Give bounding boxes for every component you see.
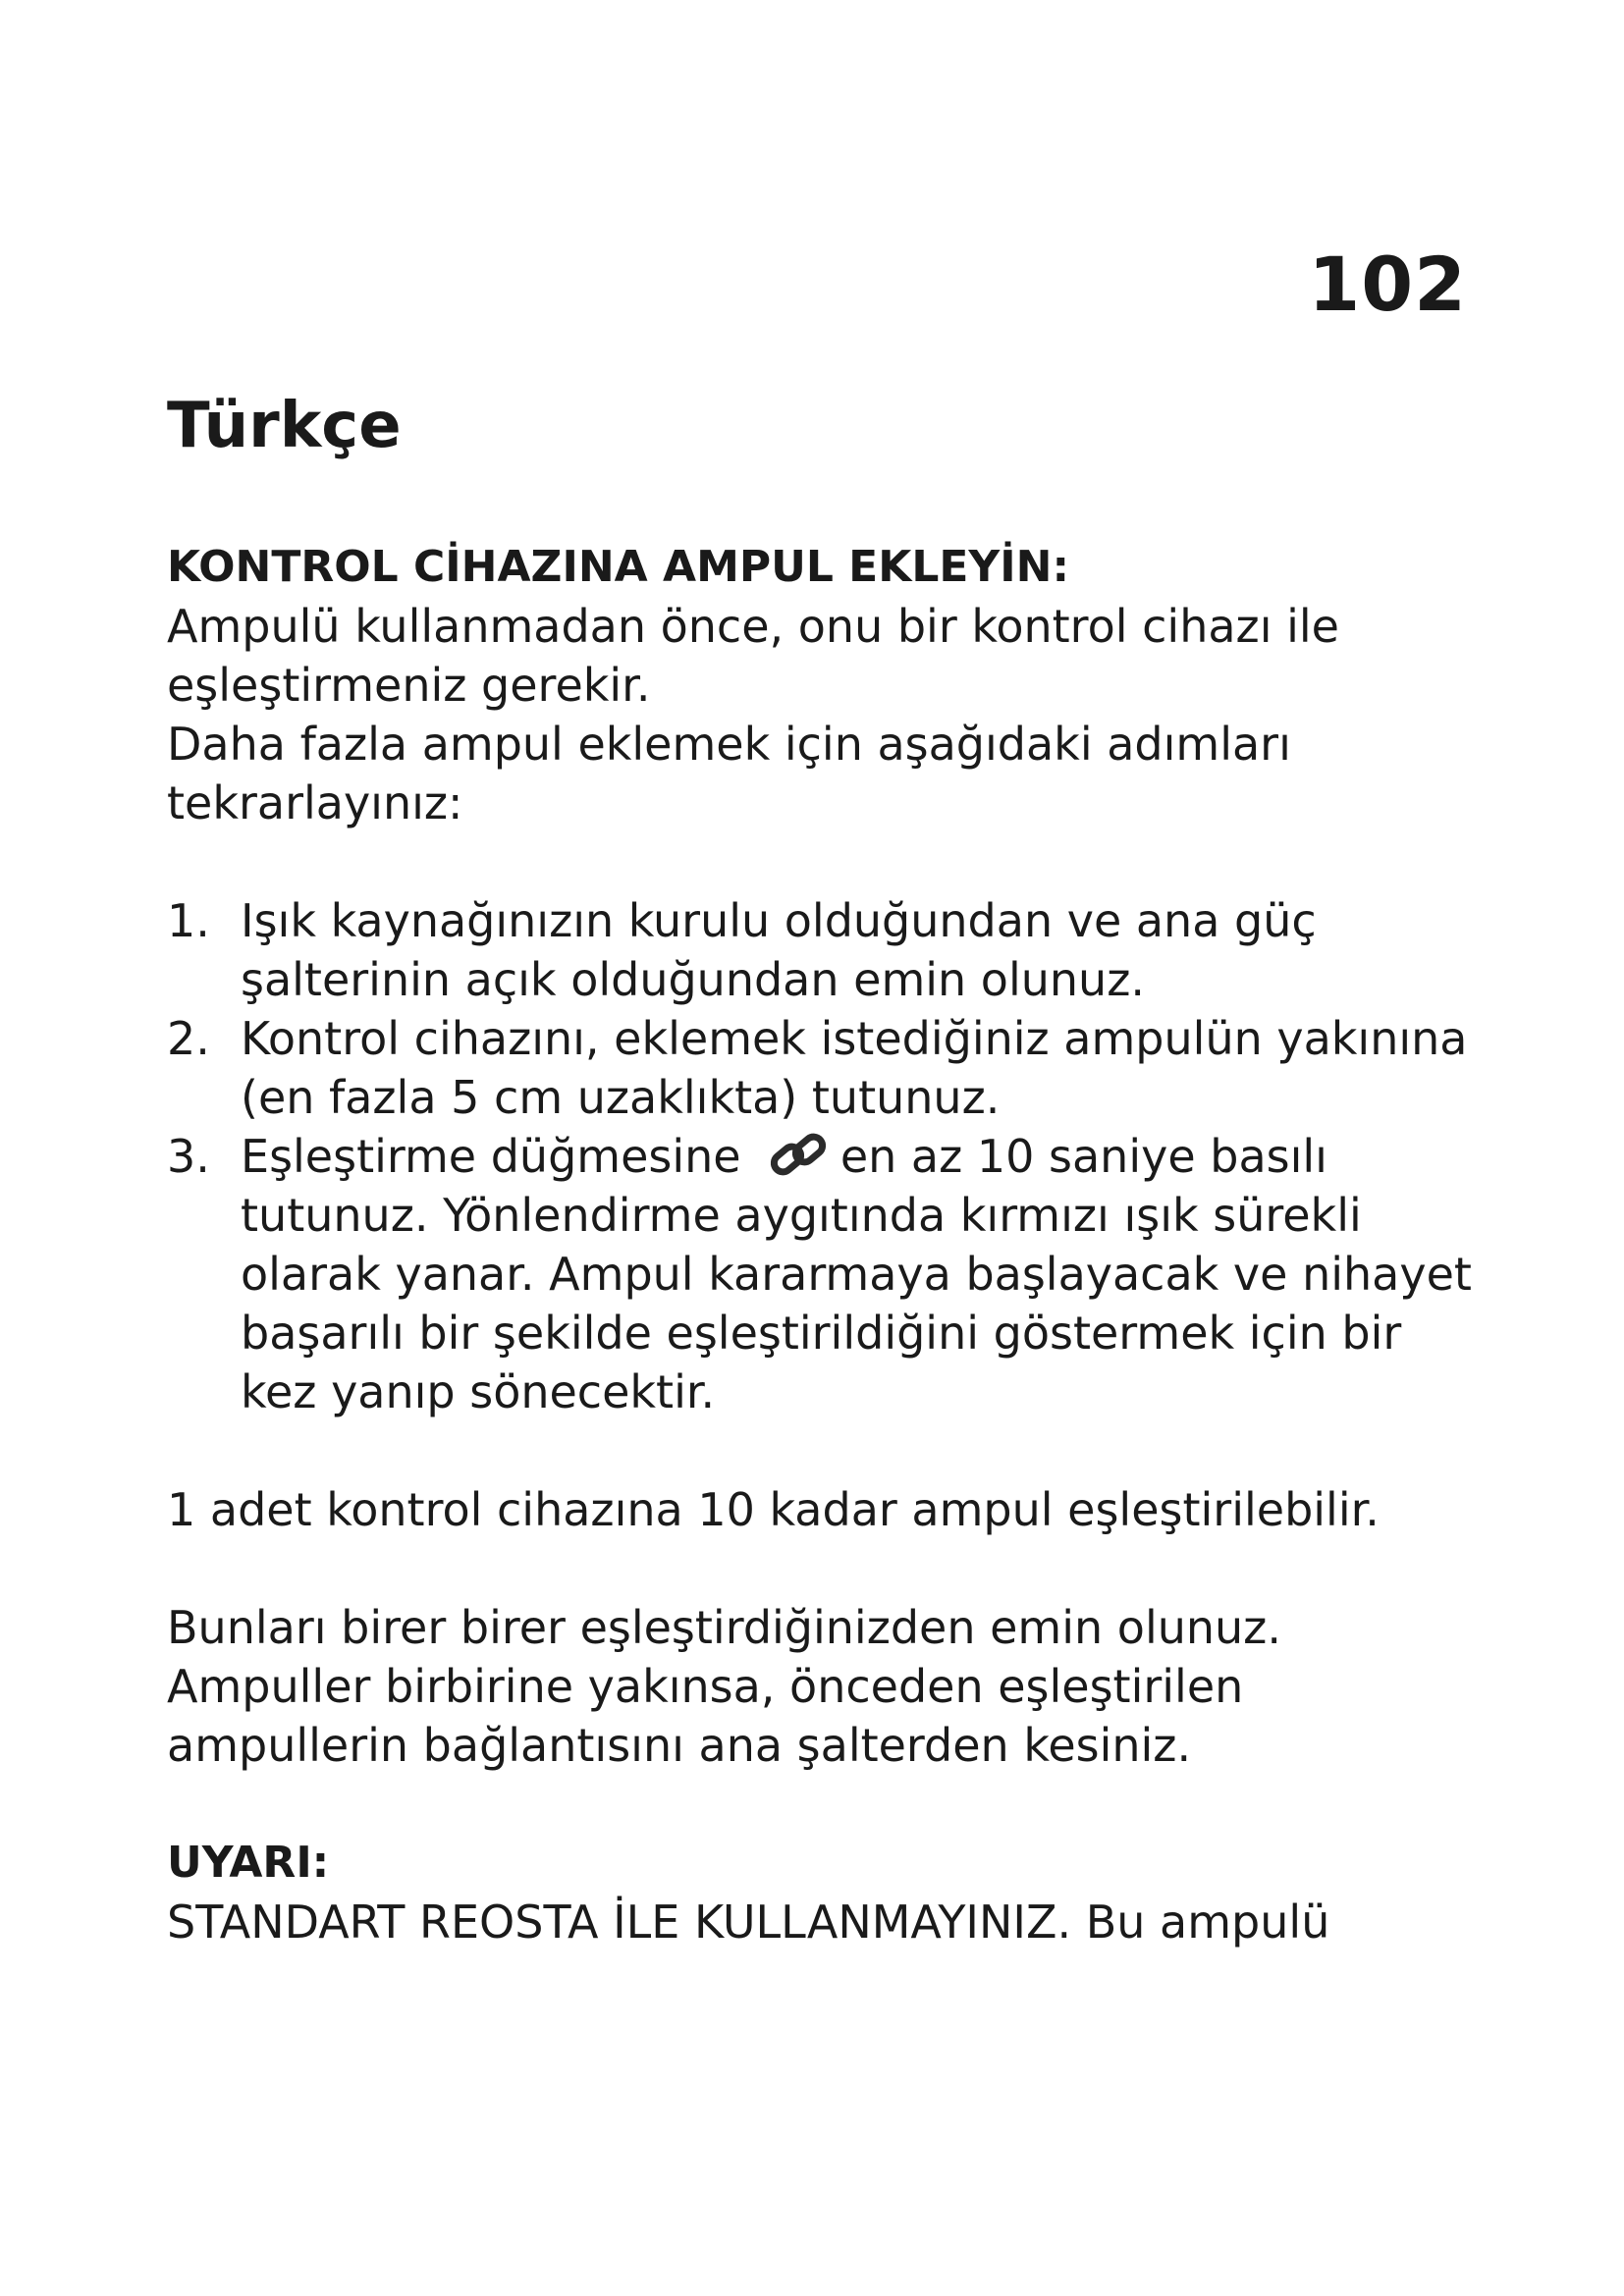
step-number: 1.: [167, 894, 210, 947]
step-number: 2.: [167, 1012, 210, 1065]
note-paragraph: Bunları birer birer eşleştirdiğinizden emin olunuz. Ampuller birbirine yakınsa, önceden eşleştirilen ampullerin bağlantısını ana şalterden kesiniz.: [167, 1601, 1281, 1772]
step-text-before: Eşleştirme düğmesine: [241, 1130, 741, 1183]
spacer: [167, 1421, 1483, 1480]
step-text: Işık kaynağınızın kurulu olduğundan ve ana güç şalterinin açık olduğundan emin olunuz.: [241, 894, 1317, 1006]
spacer: [167, 832, 1483, 891]
main-content: [167, 538, 1483, 1951]
repeat-paragraph: Daha fazla ampul eklemek için aşağıdaki adımları tekrarlayınız:: [167, 718, 1291, 829]
list-item: [167, 1127, 1483, 1421]
step-text: Kontrol cihazını, eklemek istediğiniz ampulün yakınına (en fazla 5 cm uzaklıkta) tutunuz.: [241, 1012, 1468, 1124]
intro-paragraph: Ampulü kullanmadan önce, onu bir kontrol cihazı ile eşleştirmeniz gerekir.: [167, 600, 1339, 712]
warning-heading: UYARI:: [167, 1838, 330, 1888]
note-paragraph: 1 adet kontrol cihazına 10 kadar ampul eşleştirilebilir.: [167, 1483, 1380, 1536]
step-number: 3.: [167, 1130, 210, 1183]
step-text-after: en az 10 saniye basılı tutunuz. Yönlendirme aygıtında kırmızı ışık sürekli olarak yanar. Ampul kararmaya başlayacak ve nihayet başarılı bir şekilde eşleştirildiğini göstermek için bir kez yanıp sönecektir.: [241, 1130, 1472, 1418]
language-title: Türkçe: [167, 390, 402, 462]
spacer: [167, 1775, 1483, 1834]
section-heading: KONTROL CİHAZINA AMPUL EKLEYİN:: [167, 542, 1070, 592]
page-number: 102: [1308, 240, 1467, 328]
pair-link-icon: [765, 1127, 834, 1186]
list-item: [167, 891, 1483, 1009]
steps-list: [167, 891, 1483, 1421]
list-item: [167, 1009, 1483, 1127]
warning-text: STANDART REOSTA İLE KULLANMAYINIZ. Bu ampulü: [167, 1896, 1330, 1949]
spacer: [167, 1539, 1483, 1598]
